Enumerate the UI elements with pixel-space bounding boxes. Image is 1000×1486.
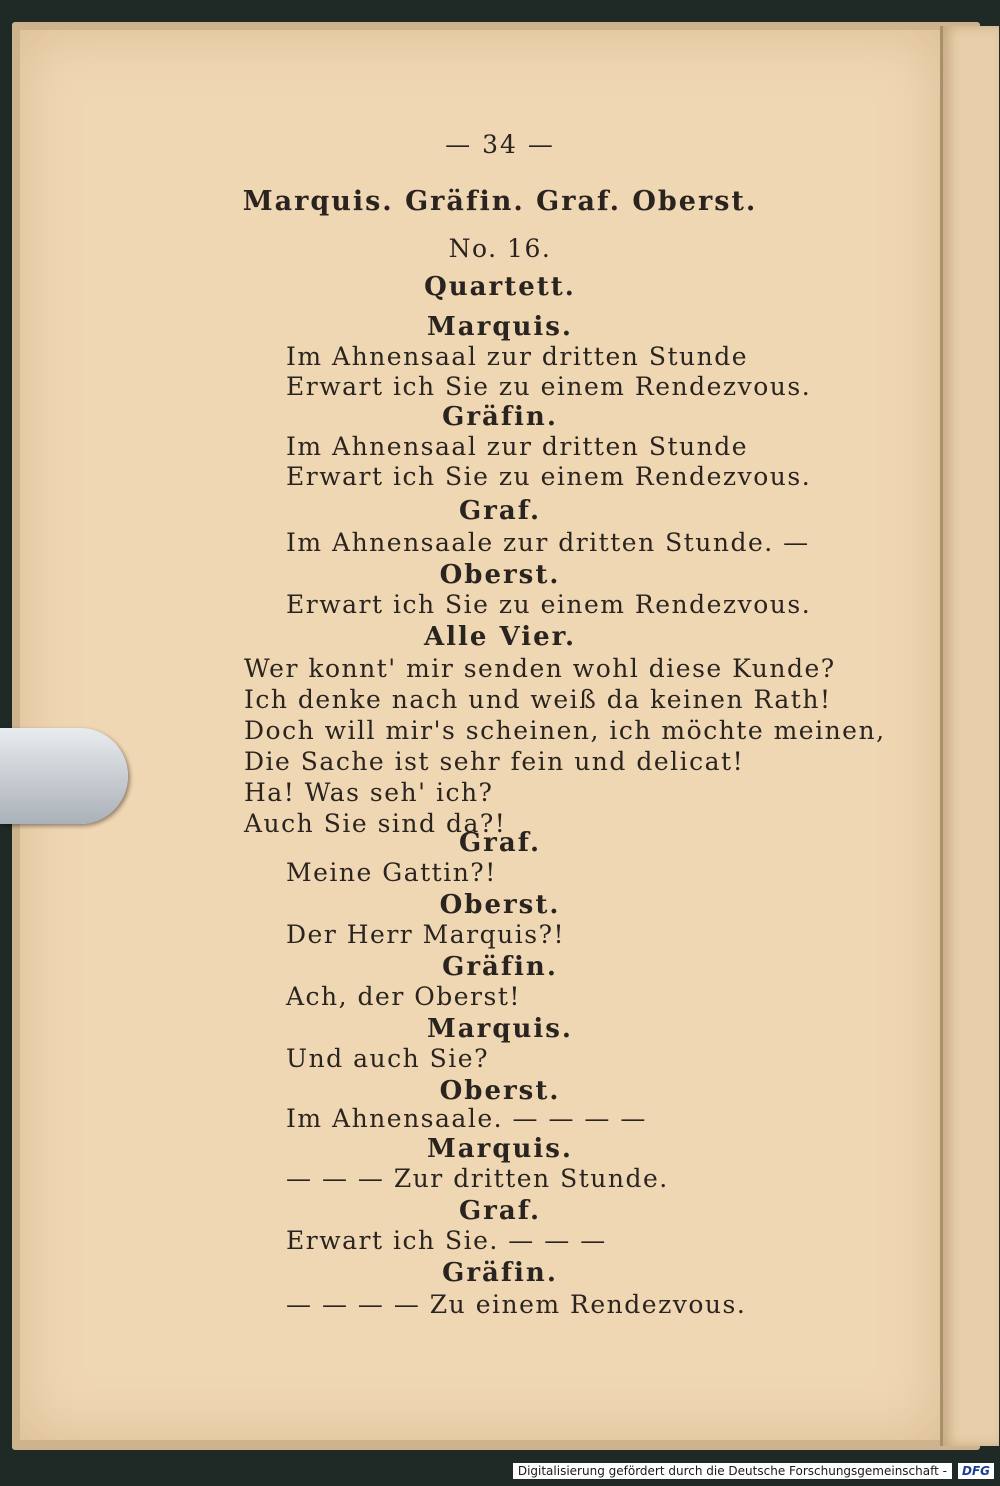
speaker-label: Oberst. xyxy=(439,1076,561,1106)
verse-line: Ha! Was seh' ich? xyxy=(244,778,494,807)
verse-line: — — — — Zu einem Rendezvous. xyxy=(286,1290,747,1319)
bookmark-clip xyxy=(0,728,128,824)
verse-line: Wer konnt' mir senden wohl diese Kunde? xyxy=(244,654,836,683)
digitization-footer xyxy=(513,1458,994,1484)
verse-line: Erwart ich Sie zu einem Rendezvous. xyxy=(286,462,812,491)
verse-line: — — — Zur dritten Stunde. xyxy=(286,1164,669,1193)
verse-line: Ich denke nach und weiß da keinen Rath! xyxy=(244,685,832,714)
speaker-label: Gräfin. xyxy=(442,952,558,982)
piece-number: No. 16. xyxy=(448,234,552,263)
speaker-label: Gräfin. xyxy=(442,402,558,432)
speaker-label: Marquis. xyxy=(427,1134,573,1164)
verse-line: Auch Sie sind da?! xyxy=(244,809,507,838)
verse-line: Im Ahnensaale. — — — — xyxy=(286,1104,647,1133)
speaker-label: Marquis. xyxy=(427,1014,573,1044)
piece-title: Quartett. xyxy=(424,272,576,302)
verse-line: Erwart ich Sie zu einem Rendezvous. xyxy=(286,372,812,401)
speaker-label: Gräfin. xyxy=(442,1258,558,1288)
speaker-label: Marquis. xyxy=(427,312,573,342)
speaker-label: Oberst. xyxy=(439,890,561,920)
verse-line: Meine Gattin?! xyxy=(286,858,497,887)
verse-line: Im Ahnensaale zur dritten Stunde. — xyxy=(286,528,810,557)
speaker-label: Graf. xyxy=(458,828,542,858)
page-number: — 34 — xyxy=(445,130,555,159)
verse-line: Die Sache ist sehr fein und delicat! xyxy=(244,747,745,776)
verse-line: Doch will mir's scheinen, ich möchte meinen, xyxy=(244,716,886,745)
page-heading: Marquis. Gräfin. Graf. Oberst. xyxy=(242,186,758,217)
speaker-label: Alle Vier. xyxy=(423,622,577,652)
verse-line: Und auch Sie? xyxy=(286,1044,489,1073)
verse-line: Erwart ich Sie zu einem Rendezvous. xyxy=(286,590,812,619)
speaker-label: Graf. xyxy=(458,1196,542,1226)
dfg-logo-icon: DFG xyxy=(958,1463,994,1479)
speaker-label: Oberst. xyxy=(439,560,561,590)
verse-line: Erwart ich Sie. — — — xyxy=(286,1226,607,1255)
verse-line: Im Ahnensaal zur dritten Stunde xyxy=(286,432,748,461)
footer-credit: Digitalisierung gefördert durch die Deutsche Forschungsgemeinschaft - xyxy=(513,1463,952,1479)
speaker-label: Graf. xyxy=(458,496,542,526)
verse-line: Ach, der Oberst! xyxy=(286,982,521,1011)
verse-line: Der Herr Marquis?! xyxy=(286,920,566,949)
verse-line: Im Ahnensaal zur dritten Stunde xyxy=(286,342,748,371)
